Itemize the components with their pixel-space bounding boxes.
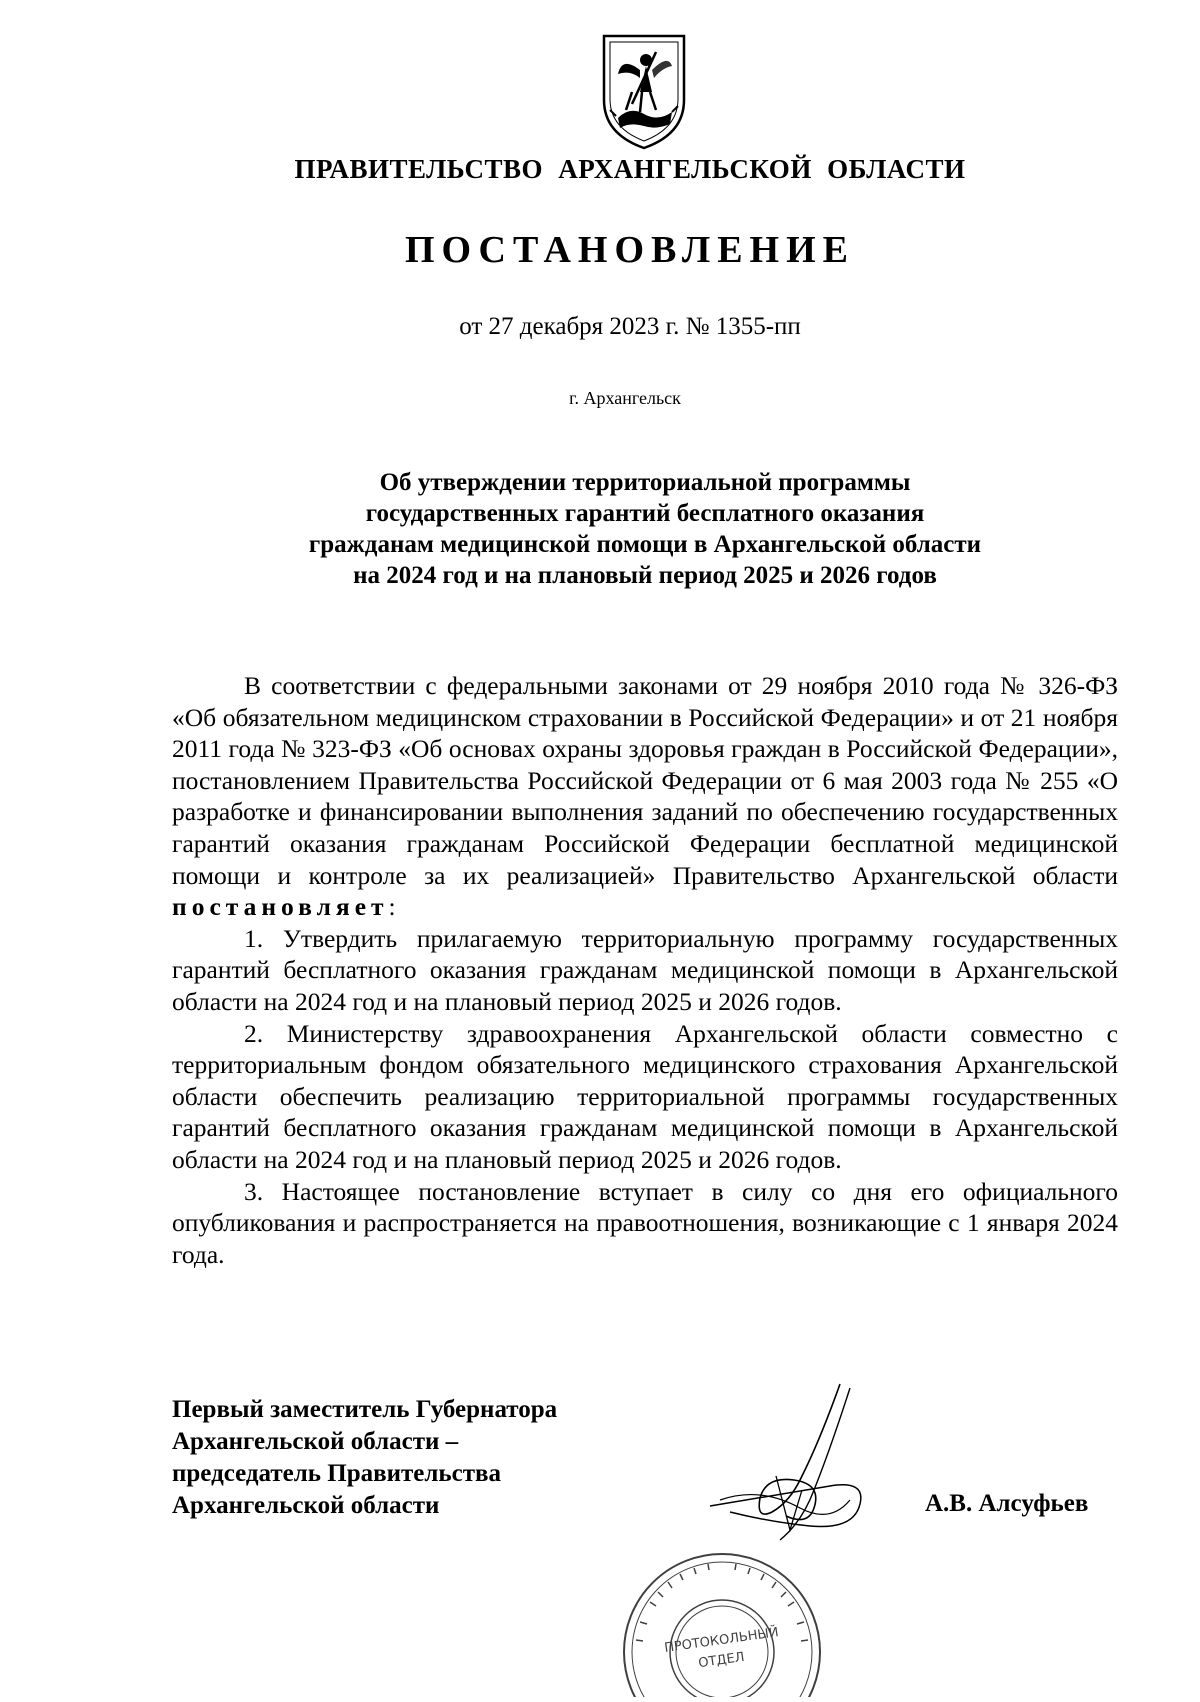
round-stamp-icon [610,1540,830,1697]
document-date-number: от 27 декабря 2023 г. № 1355-пп [459,313,801,340]
stamp-line: ОТДЕЛ [697,1649,746,1672]
subject-line: на 2024 год и на плановый период 2025 и 2026 годов [353,562,937,589]
preamble-paragraph [172,670,1118,923]
decree-item-1: 1. Утвердить прилагаемую территориальную программу государственных гарантий бесплатного оказания гражданам медицинской помощи в Архангельской области на 2024 год и на плановый период 2025 и 2026 годов. [172,923,1118,1016]
decree-item-2: 2. Министерству здравоохранения Архангельской области совместно с территориальным фондом обязательного медицинского страхования Архангельской области обеспечить реализацию территориальной программы государственных гарантий бесплатного оказания гражданам медицинской помощи в Архангельской области на 2024 год и на плановый период 2025 и 2026 годов. [172,1018,1118,1174]
subject-line: Об утверждении территориальной программы [379,469,911,496]
position-line: Архангельской области [172,1492,440,1519]
coat-of-arms-icon [596,30,692,152]
subject-line: гражданам медицинской помощи в Архангельской области [308,531,982,558]
decree-word: постановляет [172,892,389,922]
signatory-name: А.В. Алсуфьев [925,1490,1089,1517]
preamble-text: В соответствии с федеральными законами от 29 ноября 2010 года № 326-ФЗ «Об обязательном медицинском страховании в Российской Федерации» и от 21 ноября 2011 года № 323-ФЗ «Об основах охраны здоровья граждан в Российской Федерации», постановлением Правительства Российской Федерации от 6 мая 2003 года № 255 «О разработке и финансировании выполнения заданий по обеспечению государственных гарантий оказания гражданам Российской Федерации бесплатной медицинской помощи и контроле за их реализацией» Правительство Архангельской области [172,671,1118,890]
document-body [172,670,1118,1270]
position-line: председатель Правительства [172,1460,502,1487]
signatory-position [172,1394,672,1522]
subject-line: государственных гарантий бесплатного оказания [365,500,925,527]
document-type-heading: ПОСТАНОВЛЕНИЕ [404,229,856,271]
position-line: Первый заместитель Губернатора [172,1396,558,1423]
decree-item-3: 3. Настоящее постановление вступает в силу со дня его официального опубликования и распространяется на правоотношения, возникающие с 1 января 2024 года. [172,1176,1118,1269]
stamp-line: ПРОТОКОЛЬНЫЙ [663,1625,780,1656]
decree-colon: : [388,892,396,922]
position-line: Архангельской области – [172,1428,459,1455]
document-place: г. Архангельск [569,388,681,408]
organization-title: ПРАВИТЕЛЬСТВО АРХАНГЕЛЬСКОЙ ОБЛАСТИ [294,154,966,184]
document-subject [160,467,1130,591]
